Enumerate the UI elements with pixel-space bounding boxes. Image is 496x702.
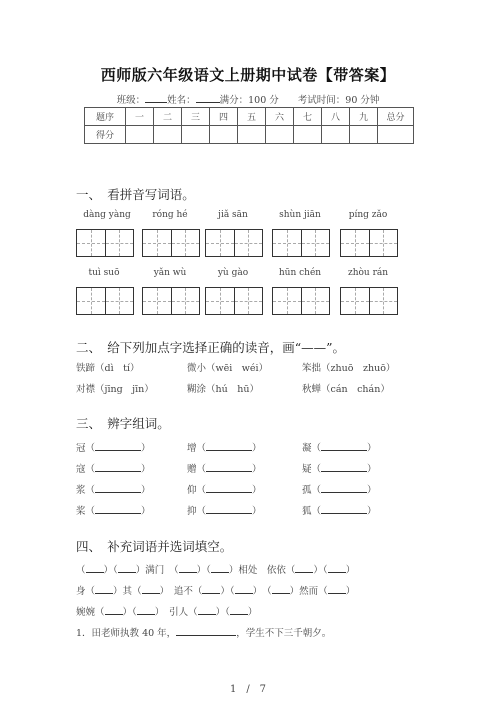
idiom-text: 追不 <box>173 586 193 597</box>
answer-blank[interactable] <box>206 483 252 493</box>
word-item: 冠（ ） <box>76 443 151 454</box>
name-label: 姓名： <box>167 95 196 106</box>
exam-meta <box>0 92 496 106</box>
pinyin-label: hūn chén <box>278 268 322 278</box>
score-head: 九 <box>350 108 378 126</box>
reading-choice[interactable]: 秋蝉（cán chán） <box>302 384 390 395</box>
reading-choice[interactable]: 对襟（jīng jīn） <box>76 384 154 395</box>
fill-blank[interactable] <box>235 584 253 594</box>
fill-blank[interactable] <box>328 584 346 594</box>
reading-choice[interactable]: 铁蹄（dì tí） <box>76 363 140 374</box>
writing-grid[interactable] <box>76 229 134 257</box>
fill-blank[interactable] <box>202 584 220 594</box>
fill-blank[interactable] <box>230 605 248 615</box>
idiom-line-1: （ ）（ ）满门 （ ）（ ）相处 依依（ ）（ ） <box>76 565 356 576</box>
full-score: 满分：100 分 <box>219 95 279 106</box>
word-item: 孤（ ） <box>302 485 377 496</box>
char: 增 <box>187 443 197 454</box>
pinyin-label: dàng yàng <box>83 210 131 220</box>
fill-blank[interactable] <box>95 584 113 594</box>
score-cell[interactable] <box>238 126 266 144</box>
word-item: 赠（ ） <box>187 464 262 475</box>
score-cell[interactable] <box>126 126 154 144</box>
word-item: 凝（ ） <box>302 443 377 454</box>
word-item: 疑（ ） <box>302 464 377 475</box>
word-item: 寇（ ） <box>76 464 151 475</box>
char: 凝 <box>302 443 312 454</box>
score-cell[interactable] <box>322 126 350 144</box>
answer-blank[interactable] <box>95 483 141 493</box>
score-head: 三 <box>182 108 210 126</box>
answer-blank[interactable] <box>321 441 367 451</box>
writing-grid[interactable] <box>205 287 263 315</box>
score-head: 六 <box>266 108 294 126</box>
fill-blank[interactable] <box>295 563 313 573</box>
answer-blank[interactable] <box>95 504 141 514</box>
word-item: 抑（ ） <box>187 506 262 517</box>
pinyin-label: róng hé <box>152 210 188 220</box>
section-4-title: 四、 补充词语并选词填空。 <box>76 539 233 554</box>
answer-blank[interactable] <box>321 462 367 472</box>
fill-blank[interactable] <box>176 626 236 636</box>
char: 仰 <box>187 485 197 496</box>
writing-grid[interactable] <box>76 287 134 315</box>
score-head: 一 <box>126 108 154 126</box>
pinyin-label: zhòu rán <box>347 268 389 278</box>
idiom-line-3: 婉婉（ ）（ ） 引人（ ）（ ） <box>76 607 258 618</box>
word-item: 增（ ） <box>187 443 262 454</box>
score-head: 总分 <box>378 108 414 126</box>
score-row-label: 得分 <box>85 126 126 144</box>
score-cell[interactable] <box>378 126 414 144</box>
question-1 <box>76 625 331 639</box>
idiom-text: 满门 <box>145 565 165 576</box>
fill-blank[interactable] <box>118 563 136 573</box>
char: 疑 <box>302 464 312 475</box>
word-item: 狐（ ） <box>302 506 377 517</box>
fill-blank[interactable] <box>137 605 155 615</box>
answer-blank[interactable] <box>206 462 252 472</box>
reading-choice[interactable]: 糊涂（hú hū） <box>187 384 259 395</box>
answer-blank[interactable] <box>206 441 252 451</box>
idiom-text: 其 <box>122 586 133 597</box>
writing-grid[interactable] <box>142 229 200 257</box>
score-head: 四 <box>210 108 238 126</box>
answer-blank[interactable] <box>321 504 367 514</box>
section-1-title: 一、 看拼音写词语。 <box>76 187 195 202</box>
writing-grid[interactable] <box>272 287 330 315</box>
answer-blank[interactable] <box>95 462 141 472</box>
word-item: 浆（ ） <box>76 485 151 496</box>
char: 狐 <box>302 506 312 517</box>
writing-grid[interactable] <box>340 229 398 257</box>
fill-blank[interactable] <box>142 584 160 594</box>
fill-blank[interactable] <box>211 563 229 573</box>
word-item: 桨（ ） <box>76 506 151 517</box>
char: 赠 <box>187 464 197 475</box>
char: 桨 <box>76 506 86 517</box>
idiom-text: 身 <box>76 586 86 597</box>
score-head: 二 <box>154 108 182 126</box>
class-label: 班级： <box>116 95 146 106</box>
idiom-text: 然而 <box>299 586 319 597</box>
fill-blank[interactable] <box>328 563 346 573</box>
page-title: 西师版六年级语文上册期中试卷【带答案】 <box>100 66 396 84</box>
idiom-text: 相处 <box>238 565 258 576</box>
pinyin-label: píng zǎo <box>348 210 388 220</box>
char: 冠 <box>76 443 86 454</box>
score-cell[interactable] <box>154 126 182 144</box>
answer-blank[interactable] <box>95 441 141 451</box>
score-cell[interactable] <box>266 126 294 144</box>
idiom-text: 婉婉 <box>76 607 96 618</box>
writing-grid[interactable] <box>272 229 330 257</box>
exam-time: 考试时间：90 分钟 <box>297 95 380 106</box>
writing-grid[interactable] <box>142 287 200 315</box>
score-table <box>84 107 414 144</box>
idiom-text: 引人 <box>169 607 189 618</box>
pinyin-label: yù gào <box>217 268 249 278</box>
writing-grid[interactable] <box>340 287 398 315</box>
page-number: 1 / 7 <box>229 684 267 695</box>
class-blank[interactable] <box>145 93 167 103</box>
score-cell[interactable] <box>294 126 322 144</box>
fill-blank[interactable] <box>179 563 197 573</box>
char: 孤 <box>302 485 312 496</box>
score-cell[interactable] <box>182 126 210 144</box>
question-text: ，学生不下三千朝夕。 <box>236 628 332 639</box>
pinyin-label: shùn jiān <box>279 210 321 220</box>
fill-blank[interactable] <box>272 584 290 594</box>
fill-blank[interactable] <box>198 605 216 615</box>
pinyin-label: tuì suō <box>88 268 120 278</box>
score-cell[interactable] <box>350 126 378 144</box>
reading-choice[interactable]: 微小（wēi wéi） <box>187 363 269 374</box>
char: 浆 <box>76 485 86 496</box>
fill-blank[interactable] <box>105 605 123 615</box>
score-cell[interactable] <box>210 126 238 144</box>
pinyin-label: yǎn wù <box>153 268 187 278</box>
score-head: 八 <box>322 108 350 126</box>
section-3-title: 三、 辨字组词。 <box>76 416 170 431</box>
score-head: 题序 <box>85 108 126 126</box>
score-header-row <box>85 108 414 126</box>
score-value-row <box>85 126 414 144</box>
answer-blank[interactable] <box>321 483 367 493</box>
question-text: 1．田老师执教 40 年， <box>76 628 177 639</box>
section-2-title: 二、 给下列加点字选择正确的读音，画“——”。 <box>76 340 346 355</box>
idiom-line-2: 身（ ）其（ ） 追不（ ）（ ） （ ）然而（ ） <box>76 586 356 597</box>
idiom-text: 依依 <box>266 565 286 576</box>
word-item: 仰（ ） <box>187 485 262 496</box>
char: 抑 <box>187 506 197 517</box>
writing-grid[interactable] <box>205 229 263 257</box>
fill-blank[interactable] <box>86 563 104 573</box>
answer-blank[interactable] <box>206 504 252 514</box>
reading-choice[interactable]: 笨拙（zhuō zhuō） <box>302 363 396 374</box>
pinyin-label: jiǎ sān <box>218 210 248 220</box>
score-head: 五 <box>238 108 266 126</box>
char: 寇 <box>76 464 86 475</box>
name-blank[interactable] <box>196 93 220 103</box>
score-head: 七 <box>294 108 322 126</box>
